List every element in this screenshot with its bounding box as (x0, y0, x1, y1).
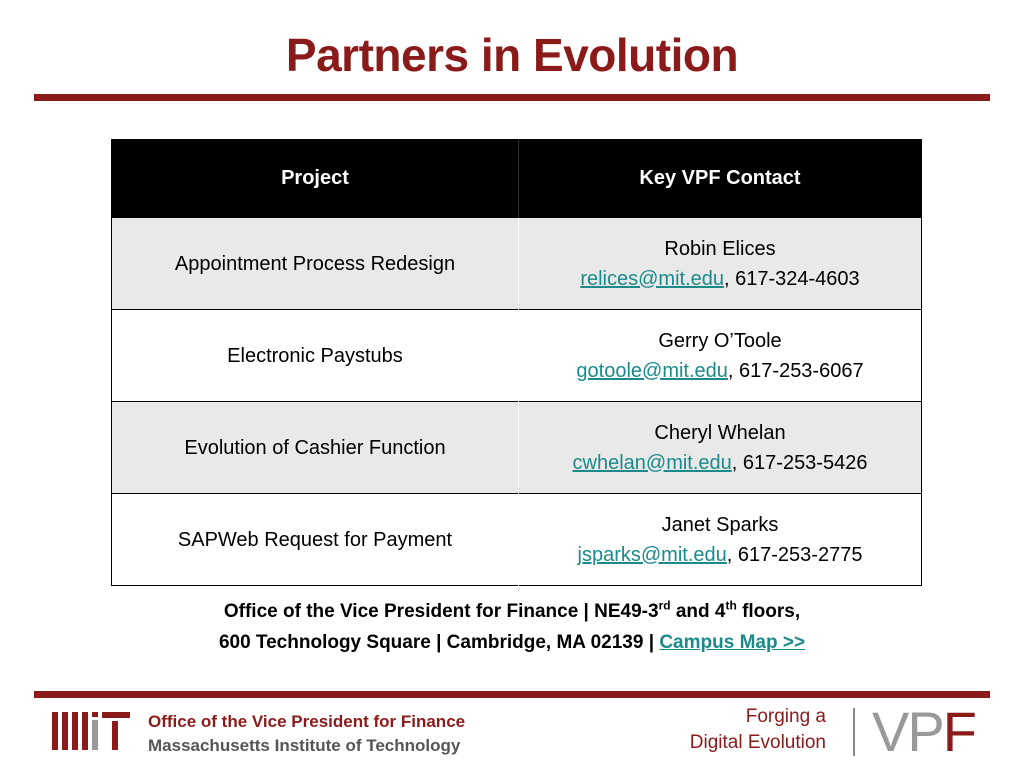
ordinal-suffix: rd (658, 598, 671, 613)
tagline-line-2: Digital Evolution (689, 732, 826, 753)
contact-cell (519, 494, 922, 586)
table-row (112, 310, 922, 402)
table-row (112, 402, 922, 494)
contacts-table (111, 139, 922, 586)
table-row (112, 494, 922, 586)
vpf-logo-f: F (942, 700, 975, 763)
address-line-2 (0, 627, 1024, 658)
contact-phone: , 617-253-2775 (726, 543, 863, 566)
project-cell: SAPWeb Request for Payment (112, 494, 519, 586)
table-header-row (112, 140, 922, 218)
ordinal-suffix: th (725, 598, 737, 613)
vpf-logo-vp: VP (872, 700, 943, 763)
logo-divider (853, 708, 855, 756)
table-row (112, 218, 922, 310)
project-cell: Evolution of Cashier Function (112, 402, 519, 494)
project-cell: Appointment Process Redesign (112, 218, 519, 310)
office-line-1: Office of the Vice President for Finance (148, 712, 466, 731)
project-cell: Electronic Paystubs (112, 310, 519, 402)
email-link[interactable]: cwhelan@mit.edu (572, 451, 732, 474)
mit-logo-icon (52, 712, 130, 750)
campus-map-link[interactable]: Campus Map >> (659, 632, 806, 653)
contact-phone: , 617-253-5426 (731, 451, 868, 474)
office-address (0, 596, 1024, 658)
vpf-logo (872, 700, 975, 763)
contact-cell (519, 402, 922, 494)
address-text: and 4 (670, 601, 726, 622)
office-name (148, 710, 465, 758)
email-link[interactable]: gotoole@mit.edu (576, 359, 728, 382)
address-text: 600 Technology Square | Cambridge, MA 02139 | (218, 632, 660, 653)
contact-name: Gerry O’Toole (658, 329, 782, 352)
footer-divider (34, 691, 990, 698)
header-project: Project (112, 140, 519, 218)
title-divider (34, 94, 990, 101)
contact-name: Robin Elices (664, 237, 776, 260)
tagline-line-1: Forging a (745, 706, 826, 727)
email-link[interactable]: relices@mit.edu (580, 267, 724, 290)
contact-phone: , 617-253-6067 (727, 359, 864, 382)
contact-phone: , 617-324-4603 (724, 267, 860, 290)
tagline (690, 704, 826, 756)
page-title: Partners in Evolution (285, 29, 739, 81)
header-contact: Key VPF Contact (519, 140, 922, 218)
contact-name: Janet Sparks (661, 513, 779, 536)
address-text: floors, (736, 601, 801, 622)
address-text: Office of the Vice President for Finance | NE49-3 (223, 601, 659, 622)
contact-name: Cheryl Whelan (654, 421, 786, 444)
address-line-1 (0, 596, 1024, 627)
contact-cell (519, 310, 922, 402)
contact-cell (519, 218, 922, 310)
office-line-2: Massachusetts Institute of Technology (148, 736, 461, 755)
email-link[interactable]: jsparks@mit.edu (577, 543, 727, 566)
